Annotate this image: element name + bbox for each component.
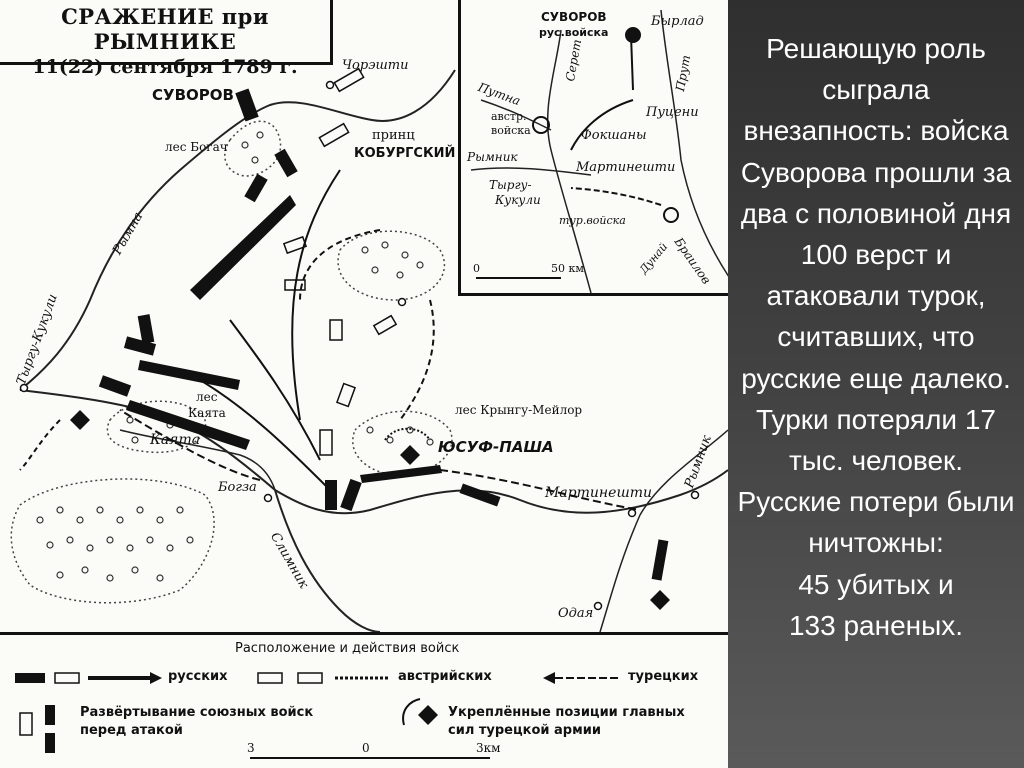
map-date: 11(22) сентября 1789 г. — [32, 56, 298, 78]
inset-tyrgu1: Тыргу- — [489, 178, 532, 192]
legend-fort-icon — [418, 705, 438, 725]
label-kaita-river: Каята — [150, 432, 201, 448]
label-les-bogach: лес Богач — [165, 140, 228, 154]
legend-russian: русских — [168, 669, 228, 684]
inset-scale-0: 0 — [473, 262, 480, 275]
legend-deploy2: перед атакой — [80, 723, 183, 738]
label-les-kaita: лес — [196, 390, 218, 404]
legend-fort2: сил турецкой армии — [448, 723, 601, 738]
inset-tur-army — [664, 208, 678, 222]
inset-rymnik — [471, 168, 591, 175]
label-chorshti: Чорэшти — [342, 58, 409, 73]
inset-rymnik-label: Рымник — [467, 150, 518, 164]
overview-inset — [458, 0, 728, 296]
inset-prut — [661, 10, 728, 280]
label-rymna: Рымна — [110, 209, 147, 258]
inset-austr2: войска — [491, 124, 531, 137]
inset-suvorov: СУВОРОВ — [541, 10, 607, 24]
label-suvorov: СУВОРОВ — [152, 86, 234, 104]
inset-putseni: Пуцени — [646, 105, 699, 120]
river-rymna — [20, 70, 455, 390]
legend-turkish: турецких — [628, 669, 699, 684]
legend-fort-arc — [403, 699, 420, 725]
inset-brailov: Браилов — [671, 235, 714, 287]
text-highlight-suvorov: Суворова — [740, 156, 867, 188]
label-odaya: Одая — [558, 606, 594, 621]
inset-turk-arrow — [571, 188, 661, 205]
label-rymnik: Рымник — [682, 433, 715, 491]
inset-prut-label: Прут — [673, 54, 694, 93]
forest-dots — [37, 132, 433, 581]
inset-putna-label: Путна — [476, 80, 523, 109]
inset-austr1: австр. — [491, 110, 527, 123]
label-yusuf: ЮСУФ-ПАША — [438, 438, 554, 456]
inset-martineshti: Мартинешти — [576, 160, 676, 175]
text-killed: 45 убитых и — [798, 568, 954, 600]
legend-rus-arrowhead — [150, 672, 162, 684]
text-before: Решающую роль сыграла внезапность: войска — [743, 33, 1009, 147]
map-title-box — [0, 0, 333, 78]
legend-austrian: австрийских — [398, 669, 492, 684]
label-tyrgu: Тыргу-Кукули — [14, 292, 61, 388]
inset-byrlad: Бырлад — [651, 14, 704, 29]
legend-deploy1: Развёртывание союзных войск — [80, 705, 314, 720]
inset-suvorov-arrow — [631, 35, 633, 90]
label-les-kaita2: Каята — [188, 406, 226, 420]
label-koburg: КОБУРГСКИЙ — [354, 146, 456, 161]
inset-dunai: Дунай — [637, 240, 671, 277]
legend-rus-unit — [15, 673, 45, 683]
legend-scale-3km: 3км — [476, 741, 501, 755]
inset-tur-army-label: тур.войска — [559, 214, 626, 227]
forest-bogach — [225, 121, 281, 176]
inset-siret-label: Серет — [563, 38, 585, 83]
legend-scale-0: 0 — [362, 741, 370, 755]
legend-heading: Расположение и действия войск — [235, 641, 460, 656]
text-wounded: 133 раненых. — [788, 609, 964, 641]
text-after: прошли за два с половиной дня 100 верст и атаковали турок, считавших, что русские еще далеко. Турки потеряли 17 тыс. человек. Русские потери были ничтожны: — [737, 156, 1015, 559]
label-slimnik: Слимник — [267, 530, 312, 592]
legend-deploy-unit-3 — [45, 733, 55, 753]
legend-tur-arrowhead — [543, 672, 555, 684]
description-text — [735, 28, 1017, 646]
legend-deploy-unit — [20, 713, 32, 735]
inset-fokshany: Фокшаны — [581, 128, 647, 143]
legend-scale-3: 3 — [247, 741, 255, 755]
legend-deploy-unit-2 — [45, 705, 55, 725]
inset-tyrgu2: Кукули — [495, 193, 541, 207]
map-legend — [0, 632, 728, 768]
inset-rus-army-label: рус.войска — [539, 26, 609, 39]
map-title: СРАЖЕНИЕ при РЫМНИКЕ — [61, 4, 269, 54]
legend-fort1: Укреплённые позиции главных — [448, 705, 685, 720]
forest-north — [338, 231, 444, 300]
inset-rus-army — [625, 27, 641, 43]
label-martineshti: Мартинешти — [545, 485, 652, 501]
legend-aus-unit-2 — [298, 673, 322, 683]
label-bogza: Богза — [218, 480, 257, 495]
inset-scale-50: 50 км — [551, 262, 584, 275]
legend-rus-unit-2 — [55, 673, 79, 683]
label-prince: принц — [372, 128, 415, 143]
legend-aus-unit — [258, 673, 282, 683]
label-les-kryngu: лес Крынгу-Мейлор — [455, 403, 583, 417]
